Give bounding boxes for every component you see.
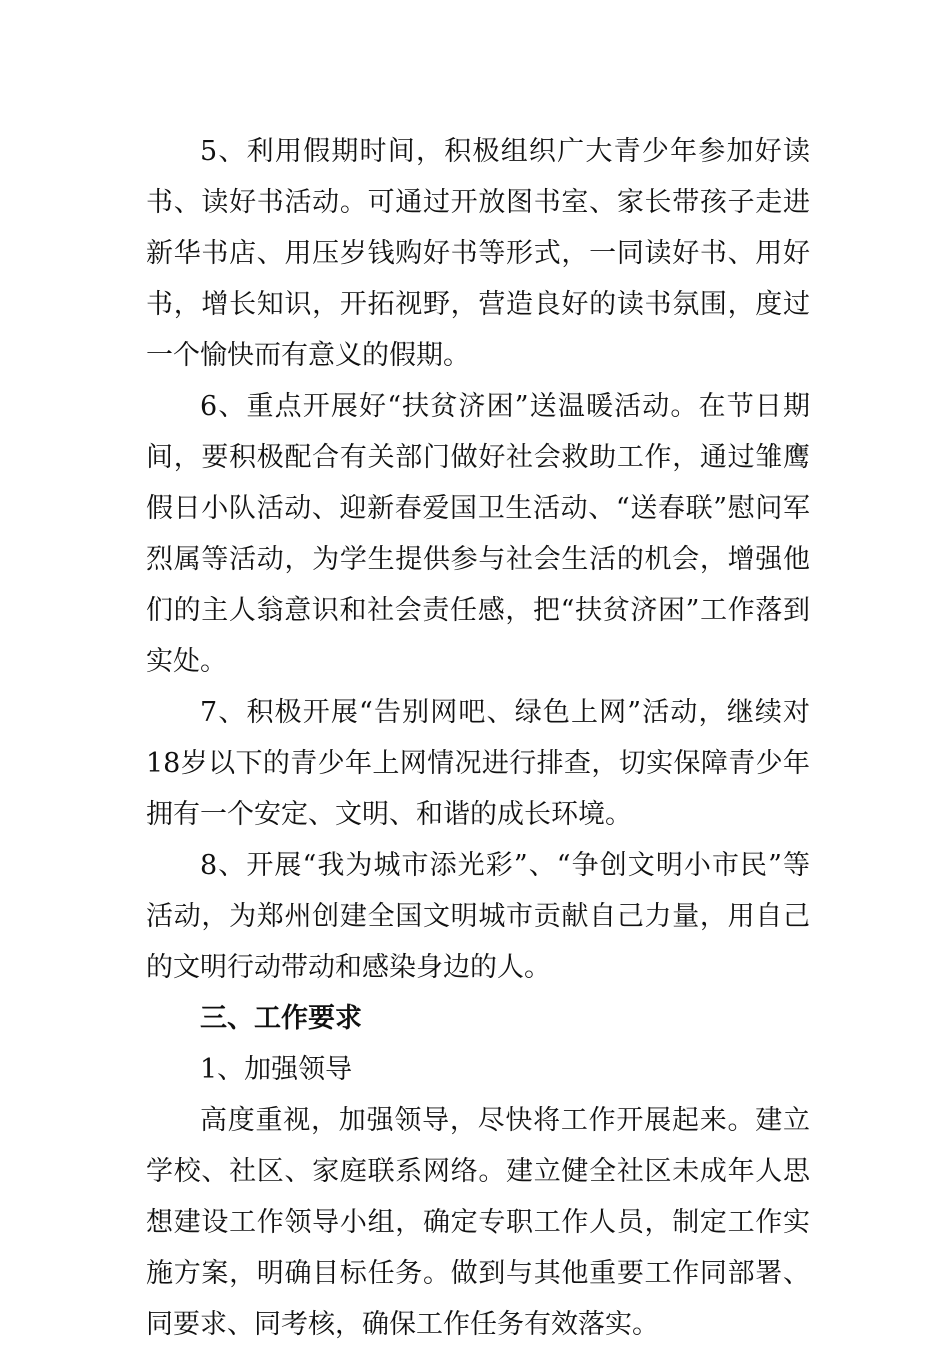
closing-paragraph: 高度重视，加强领导，尽快将工作开展起来。建立学校、社区、家庭联系网络。建立健全社区未成年人思想建设工作领导小组，确定专职工作人员，制定工作实施方案，明确目标任务。做到与其他重要工作同部署、同要求、同考核，确保工作任务有效落实。 xyxy=(146,1105,810,1340)
paragraph-item-6: 6、重点开展好“扶贫济困”送温暖活动。在节日期间，要积极配合有关部门做好社会救助工作，通过雏鹰假日小队活动、迎新春爱国卫生活动、“送春联”慰问军烈属等活动，为学生提供参与社会生活的机会，增强他们的主人翁意识和社会责任感，把“扶贫济困”工作落到实处。 xyxy=(146,391,810,677)
paragraph-item-5: 5、利用假期时间，积极组织广大青少年参加好读书、读好书活动。可通过开放图书室、家长带孩子走进新华书店、用压岁钱购好书等形式，一同读好书、用好书，增长知识，开拓视野，营造良好的读书氛围，度过一个愉快而有意义的假期。 xyxy=(146,136,810,371)
paragraph-item-8: 8、开展“我为城市添光彩”、“争创文明小市民”等活动，为郑州创建全国文明城市贡献自己力量，用自己的文明行动带动和感染身边的人。 xyxy=(146,850,810,983)
paragraph-item-7: 7、积极开展“告别网吧、绿色上网”活动，继续对18岁以下的青少年上网情况进行排查，切实保障青少年拥有一个安定、文明、和谐的成长环境。 xyxy=(146,697,810,830)
section-heading: 三、工作要求 xyxy=(200,1003,362,1034)
document-body xyxy=(146,126,810,1350)
subheading: 1、加强领导 xyxy=(200,1054,353,1085)
